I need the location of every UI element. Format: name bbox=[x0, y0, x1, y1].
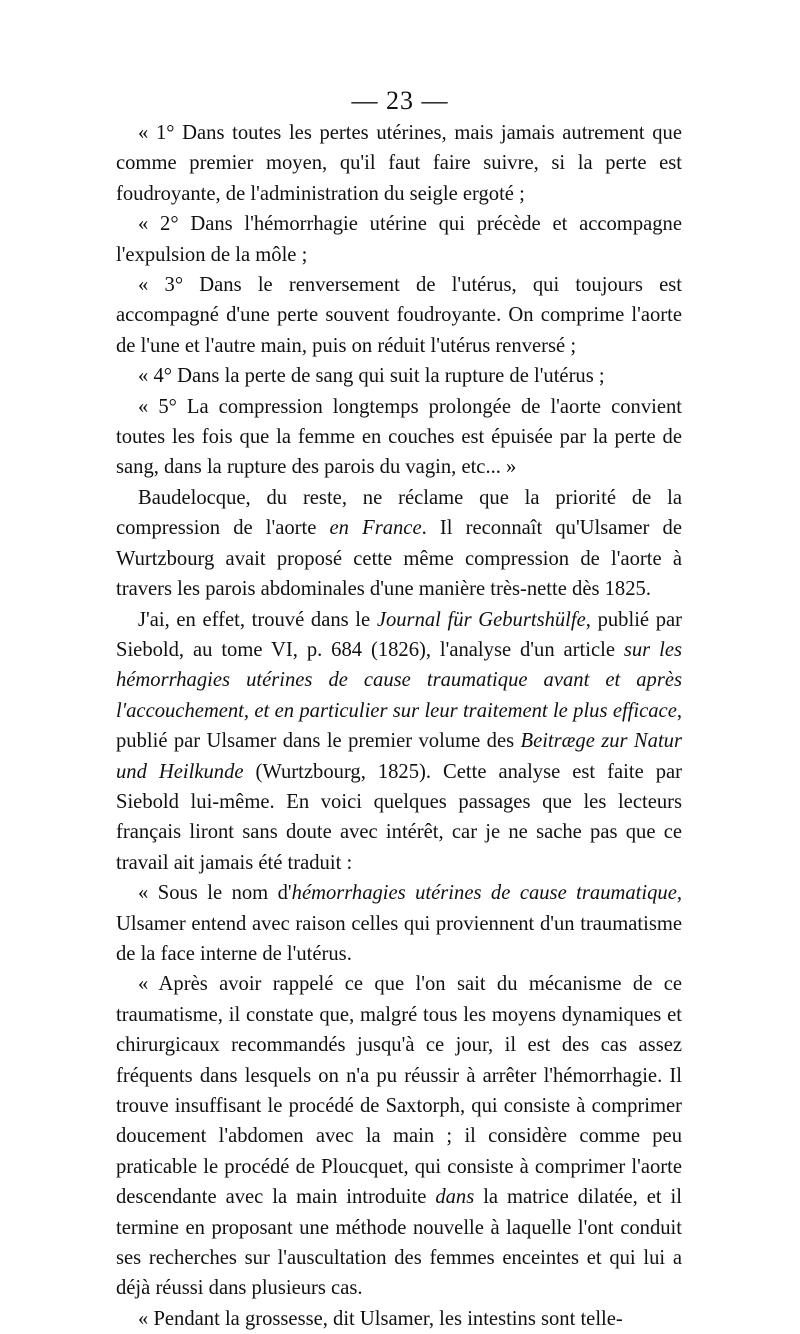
italic-phrase: hémorrhagies utérines de cause traumatique bbox=[291, 882, 677, 905]
body-text bbox=[116, 118, 682, 1334]
volume-title: Beitræge zur Natur und Heilkunde bbox=[116, 730, 682, 783]
paragraph-6: Baudelocque, du reste, ne réclame que la priorité de la compression de l'aorte en France. Il reconnaît qu'Ulsamer de Wurtzbourg avait proposé cette même compression de l'aorte à travers les parois abdominales d'une manière très-nette dès 1825. bbox=[116, 486, 682, 601]
paragraph-2: « 2° Dans l'hémorrhagie utérine qui précède et accompagne l'expulsion de la môle ; bbox=[116, 213, 682, 266]
paragraph-3: « 3° Dans le renversement de l'utérus, qui toujours est accompagné d'une perte souvent foudroyante. On comprime l'aorte de l'une et l'autre main, puis on réduit l'utérus renversé ; bbox=[116, 274, 682, 357]
paragraph-10: « Pendant la grossesse, dit Ulsamer, les intestins sont telle- bbox=[138, 1307, 623, 1330]
article-title: sur les hémorrhagies utérines de cause traumatique avant et après l'accouchement, et en particulier sur leur traitement le plus efficace bbox=[116, 638, 682, 722]
page-number: — 23 — bbox=[351, 86, 449, 115]
paragraph-4: « 4° Dans la perte de sang qui suit la rupture de l'utérus ; bbox=[138, 365, 605, 388]
italic-word: dans bbox=[435, 1186, 475, 1209]
paragraph-7: J'ai, en effet, trouvé dans le Journal für Geburtshülfe, publié par Siebold, au tome VI, p. 684 (1826), l'analyse d'un article sur les hémorrhagies utérines de cause traumatique avant et après l'accouchement, et en particulier sur leur traitement le plus efficace, publié par Ulsamer dans le premier volume des Beitræge zur Natur und Heilkunde (Wurtzbourg, 1825). Cette analyse est faite par Siebold lui-même. En voici quelques passages que les lecteurs français liront sans doute avec intérêt, car je ne sache pas que ce travail ait jamais été traduit : bbox=[116, 608, 683, 874]
italic-phrase: en France bbox=[329, 517, 422, 540]
paragraph-8: « Sous le nom d'hémorrhagies utérines de cause traumatique, Ulsamer entend avec raison celles qui proviennent d'un traumatisme de la face interne de l'utérus. bbox=[116, 882, 682, 965]
paragraph-5: « 5° La compression longtemps prolongée de l'aorte convient toutes les fois que la femme en couches est épuisée par la perte de sang, dans la rupture des parois du vagin, etc... » bbox=[116, 395, 682, 479]
journal-title: Journal für Geburtshülfe bbox=[376, 608, 586, 631]
paragraph-9: « Après avoir rappelé ce que l'on sait du mécanisme de ce traumatisme, il constate que, malgré tous les moyens dynamiques et chirurgicaux recommandés jusqu'à ce jour, il est des cas assez fréquents dans lesquels on n'a pu réussir à arrêter l'hémorrhagie. Il trouve insuffisant le procédé de Saxtorph, qui consiste à comprimer doucement l'abdomen avec la main ; il considère comme peu praticable le procédé de Ploucquet, qui consiste à comprimer l'aorte descendante avec la main introduite dans la matrice dilatée, et il termine en proposant une méthode nouvelle à laquelle l'ont conduit ses recherches sur l'auscultation des femmes enceintes et qui lui a déjà réussi dans plusieurs cas. bbox=[116, 973, 683, 1300]
paragraph-1: « 1° Dans toutes les pertes utérines, mais jamais autrement que comme premier moyen, qu'il faut faire suivre, si la perte est foudroyante, de l'administration du seigle ergoté ; bbox=[116, 122, 682, 205]
